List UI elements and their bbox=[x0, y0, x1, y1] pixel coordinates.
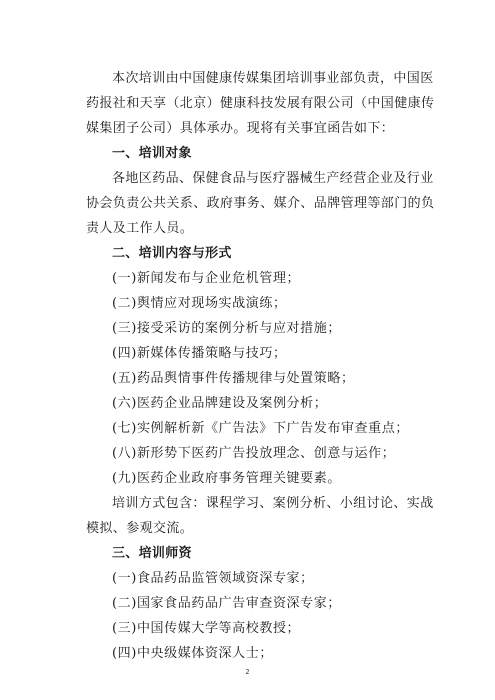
section-heading-training-faculty: 三、培训师资 bbox=[112, 546, 192, 561]
section-heading-training-targets: 一、培训对象 bbox=[112, 146, 192, 161]
list-item: (五)药品舆情事件传播规律与处置策略； bbox=[112, 371, 355, 386]
list-item: (三)中国传媒大学等高校教授； bbox=[112, 621, 301, 636]
document-body bbox=[86, 66, 435, 666]
page-number: 2 bbox=[245, 668, 250, 676]
paragraph-line: 责人及工作人员。 bbox=[86, 221, 194, 236]
section-heading-training-content: 二、培训内容与形式 bbox=[112, 246, 232, 261]
list-item: (九)医药企业政府事务管理关键要素。 bbox=[112, 471, 341, 486]
list-item: (八)新形势下医药广告投放理念、创意与运作； bbox=[112, 446, 396, 461]
intro-line: 媒集团子公司）具体承办。现将有关事宜函告如下： bbox=[86, 121, 395, 136]
list-item: (六)医药企业品牌建设及案例分析； bbox=[112, 396, 328, 411]
list-item: (二)舆情应对现场实战演练； bbox=[112, 296, 287, 311]
paragraph-line: 模拟、参观交流。 bbox=[86, 521, 194, 536]
intro-line: 本次培训由中国健康传媒集团培训事业部负责，中国医 bbox=[112, 71, 434, 86]
list-item: (二)国家食品药品广告审查资深专家； bbox=[112, 596, 341, 611]
list-item: (四)新媒体传播策略与技巧； bbox=[112, 346, 287, 361]
list-item: (一)食品药品监管领域资深专家； bbox=[112, 571, 314, 586]
list-item: (四)中央级媒体资深人士； bbox=[112, 646, 273, 661]
paragraph-line: 各地区药品、保健食品与医疗器械生产经营企业及行业 bbox=[112, 171, 434, 186]
list-item: (一)新闻发布与企业危机管理； bbox=[112, 271, 301, 286]
list-item: (七)实例解析新《广告法》下广告发布审查重点； bbox=[112, 421, 409, 436]
paragraph-line: 协会负责公共关系、政府事务、媒介、品牌管理等部门的负 bbox=[86, 196, 435, 211]
intro-line: 药报社和天享（北京）健康科技发展有限公司（中国健康传 bbox=[86, 96, 435, 111]
list-item: (三)接受采访的案例分析与应对措施； bbox=[112, 321, 341, 336]
paragraph-line: 培训方式包含：课程学习、案例分析、小组讨论、实战 bbox=[112, 496, 434, 511]
